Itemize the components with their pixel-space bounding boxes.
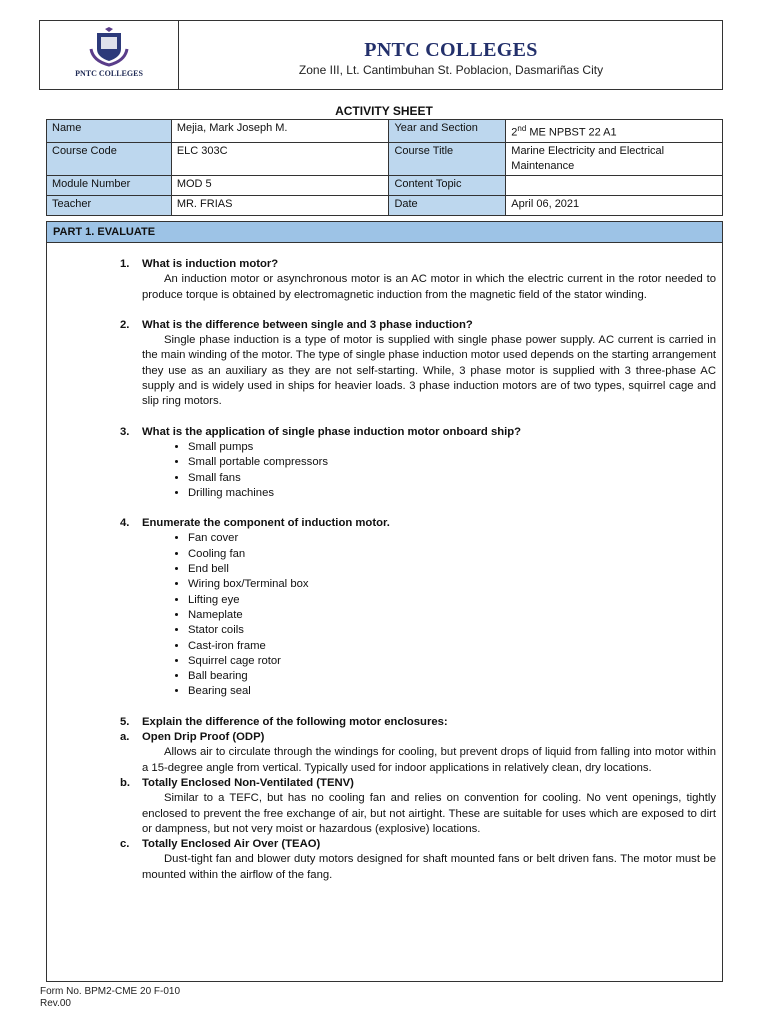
list-item: • Small portable compressors	[188, 455, 716, 470]
part-heading: PART 1. EVALUATE	[47, 222, 722, 243]
enclosure-b-text: Similar to a TEFC, but has no cooling fan and relies on convention for cooling. No vent openings, tightly enclosed to prevent the free exchange of air, but not airtight. These are suitable for uses which are exposed to dirt or dampness, but not very moist or hazardous (explosive) locations.	[142, 792, 716, 835]
list-item: • End bell	[188, 562, 716, 577]
list-item: • Fan cover	[188, 531, 716, 546]
list-item: • Wiring box/Terminal box	[188, 577, 716, 592]
module-value: MOD 5	[171, 175, 389, 195]
college-address: Zone III, Lt. Cantimbuhan St. Poblacion, Dasmariñas City	[298, 63, 604, 77]
list-item: • Cast-iron frame	[188, 639, 716, 654]
list-item: • Drilling machines	[188, 486, 716, 501]
question-5: 5. Explain the difference of the following motor enclosures:	[120, 715, 448, 728]
answer-3-list	[120, 440, 716, 501]
answer-2: Single phase induction is a type of motor is supplied with single phase power supply. AC current is carried in the main winding of the motor. The type of single phase induction motor used depends on the starting arrangement they use as an auxiliary as they are not self-starting. While, 3 phase motor is supplied with 3 three-phase AC supply and is widely used in ships for heavier loads. 3 phase induction motors are of two types, squirrel cage and slip ring motors.	[142, 334, 716, 408]
course-code-value: ELC 303C	[171, 142, 389, 175]
college-name: PNTC COLLEGES	[364, 39, 538, 61]
date-label: Date	[389, 195, 506, 215]
topic-value	[506, 175, 723, 195]
list-item: • Lifting eye	[188, 593, 716, 608]
enclosure-a-title: a. Open Drip Proof (ODP)	[120, 731, 265, 744]
name-value: Mejia, Mark Joseph M.	[171, 120, 389, 143]
question-4: 4. Enumerate the component of induction motor.	[120, 517, 390, 530]
list-item: • Small pumps	[188, 440, 716, 455]
teacher-value: MR. FRIAS	[171, 195, 389, 215]
question-2: 2. What is the difference between single and 3 phase induction?	[120, 318, 473, 331]
list-item: • Bearing seal	[188, 684, 716, 699]
college-header	[39, 20, 723, 90]
college-logo-icon	[87, 27, 131, 67]
year-label: Year and Section	[389, 120, 506, 143]
list-item: • Nameplate	[188, 608, 716, 623]
course-title-value: Marine Electricity and Electrical Maintenance	[506, 142, 723, 175]
enclosure-c-text: Dust-tight fan and blower duty motors designed for shaft mounted fans or belt driven fans. The motor must be mounted within the airflow of the fang.	[142, 853, 716, 881]
list-item: • Stator coils	[188, 623, 716, 638]
name-label: Name	[47, 120, 172, 143]
topic-label: Content Topic	[389, 175, 506, 195]
question-3: 3. What is the application of single phase induction motor onboard ship?	[120, 425, 522, 438]
list-item: • Ball bearing	[188, 669, 716, 684]
answer-1: An induction motor or asynchronous motor is an AC motor in which the electric current in the rotor needed to produce torque is obtained by electromagnetic induction from the magnetic field of the stator winding.	[142, 273, 716, 301]
enclosure-b-title: b. Totally Enclosed Non-Ventilated (TENV)	[120, 776, 354, 789]
enclosure-a-text: Allows air to circulate through the windings for cooling, but prevent drops of liquid from falling into motor within a 15-degree angle from vertical. Typically used for indoor applications in relatively clean, dry locations.	[142, 746, 716, 774]
student-info-table	[46, 119, 723, 216]
form-footer	[40, 986, 180, 1010]
answer-4-list	[120, 531, 716, 699]
logo-text: PNTC COLLEGES	[75, 69, 143, 78]
revision: Rev.00	[40, 998, 71, 1009]
sheet-title: ACTIVITY SHEET	[335, 104, 433, 118]
list-item: • Cooling fan	[188, 547, 716, 562]
course-code-label: Course Code	[47, 142, 172, 175]
list-item: • Small fans	[188, 471, 716, 486]
form-number: Form No. BPM2-CME 20 F-010	[40, 986, 181, 997]
list-item: • Squirrel cage rotor	[188, 654, 716, 669]
course-title-label: Course Title	[389, 142, 506, 175]
date-value: April 06, 2021	[506, 195, 723, 215]
teacher-label: Teacher	[47, 195, 172, 215]
module-label: Module Number	[47, 175, 172, 195]
logo-cell	[40, 21, 179, 89]
evaluation-content	[120, 257, 716, 883]
year-value: 2nd ME NPBST 22 A1	[506, 120, 723, 143]
question-1: 1. What is induction motor?	[120, 258, 279, 270]
enclosure-c-title: c. Totally Enclosed Air Over (TEAO)	[120, 838, 321, 851]
